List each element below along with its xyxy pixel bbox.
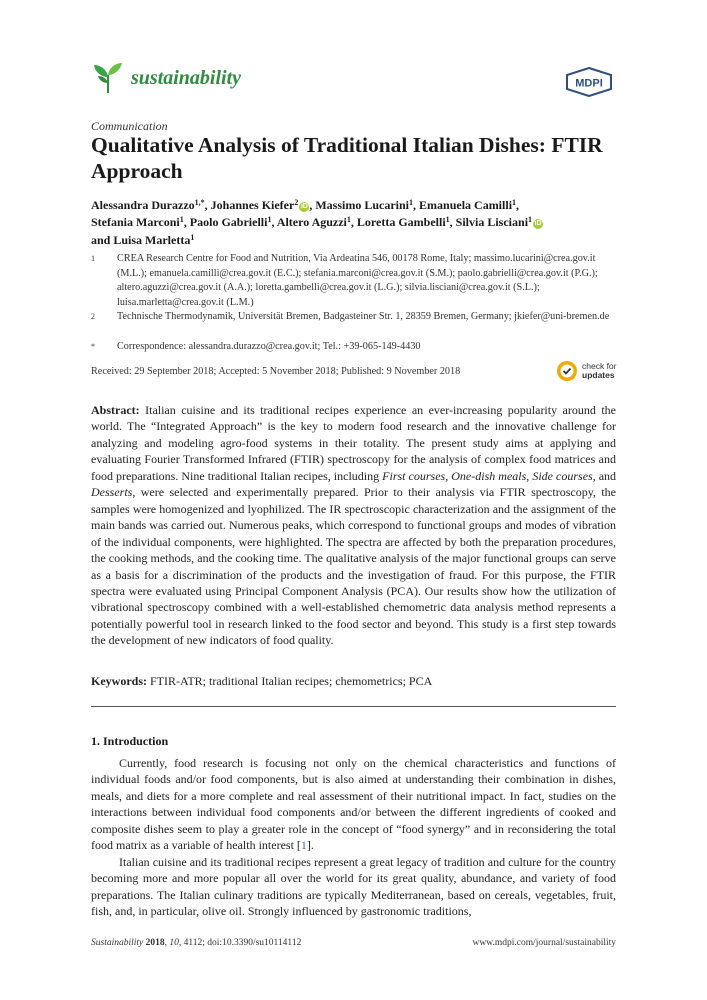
author-name: Paolo Gabrielli xyxy=(189,215,268,230)
author-sep: , xyxy=(183,215,190,230)
author-line-3 xyxy=(91,232,621,249)
check-updates-line1: check for xyxy=(582,360,617,371)
author-name: Silvia Lisciani xyxy=(455,215,529,230)
author-name: Emanuela Camilli xyxy=(419,198,513,212)
abstract-emphasis: One-dish meals xyxy=(451,468,527,483)
affiliation-text: CREA Research Centre for Food and Nutrition, Via Ardeatina 546, 00178 Rome, Italy; massimo.lucarini@crea.gov.it (M.L.); emanuela.camilli@crea.gov.it (E.C.); stefania.marconi@crea.gov.it (S.M.); paolo.gabrielli@crea.gov.it (P.G.); altero.aguzzi@crea.gov.it (A.A.); loretta.gambelli@crea.gov.it (L.G.); silvia.lisciani@crea.gov.it (S.L.); luisa.marletta@crea.gov.it (L.M.) xyxy=(117,253,598,308)
author-list xyxy=(91,197,621,249)
abstract-sep: , xyxy=(445,468,452,483)
orcid-icon[interactable]: iD xyxy=(300,203,308,210)
footer-url[interactable]: www.mdpi.com/journal/sustainability xyxy=(472,938,616,948)
abstract-label: Abstract: xyxy=(91,403,140,417)
check-updates-label xyxy=(582,362,617,381)
affiliation-number: 2 xyxy=(91,312,95,321)
affiliation-text: Technische Thermodynamik, Universität Bremen, Badgasteiner Str. 1, 28359 Bremen, Germany; jkiefer@uni-bremen.de xyxy=(117,311,610,322)
author-affil-sup: 1 xyxy=(512,198,517,207)
section-heading: 1. Introduction xyxy=(91,734,169,748)
mdpi-logo-icon xyxy=(565,67,613,97)
abstract-text: , were selected and experimentally prepared. Prior to their analysis via FTIR spectroscopy, the samples were homogenized and lyophilized. The IR spectroscopic characterization and the assignment of the main bands was carried out. Numerous peaks, which correspond to functional groups and modes of vibration of the individual components, were highlighted. The spectra are affected by both the preparation procedures, the cooking methods, and the cooking time. The qualitative analysis of the major functional groups can serve as a basis for a discrimination of the products and the investigation of fraud. For this purpose, the FTIR spectra were evaluated using Principal Component Analysis (PCA). Our results show how the utilization of vibrational spectroscopy combined with a well-established chemometric data analysis method represents a potentially powerful tool in research linked to the food sector and beyond. This study is a first step towards the development of new indicators of food quality. xyxy=(91,485,616,648)
author-affil-sup: 1 xyxy=(346,215,351,225)
author-affil-sup: 1 xyxy=(409,198,414,207)
author-line-2 xyxy=(91,214,621,231)
paragraph-text: Currently, food research is focusing not only on the chemical characteristics and functions of individual foods and/or food components, but is also aimed at understanding their combination in dishes, meals, and diets for a more complete and real assessment of their nutritional impact. In fact, studies on the interactions between individual food components and/or between the different ingredients of cooked and composite dishes seem to play a greater role in the concept of “food synergy” and in reconsidering the total food matrix as a variable of health interest [ xyxy=(91,756,616,853)
orcid-icon[interactable]: iD xyxy=(534,220,542,228)
check-for-updates-badge[interactable] xyxy=(556,358,618,384)
paragraph: Italian cuisine and its traditional recipes represent a great legacy of tradition and culture for the country becoming more and more popular all over the world for its great quality, abundance, and variety of food preparations. The Italian culinary traditions are typically Mediterranean, based on cereals, vegetables, fruit, fish, and, in particular, olive oil. Strongly influenced by gastronomic traditions, xyxy=(91,854,616,919)
author-sep: , xyxy=(516,198,520,212)
abstract-emphasis: First courses xyxy=(382,468,446,483)
correspondence xyxy=(91,340,621,355)
author-name: Alessandra Durazzo xyxy=(91,198,195,212)
paragraph-text: ]. xyxy=(306,838,314,853)
mdpi-logo-text: MDPI xyxy=(575,77,603,90)
author-sep: , xyxy=(350,215,357,230)
abstract-sep: , xyxy=(526,468,533,483)
affiliation-number: 1 xyxy=(91,254,95,263)
keywords-text: FTIR-ATR; traditional Italian recipes; chemometrics; PCA xyxy=(147,674,433,688)
affiliation-1 xyxy=(91,252,621,310)
article-type: Communication xyxy=(91,119,168,133)
author-affil-sup: 1 xyxy=(190,232,195,242)
author-affil-sup: 1 xyxy=(445,215,450,225)
author-sep: , xyxy=(413,198,420,212)
author-affil-sup: 2 xyxy=(294,198,299,207)
abstract-sep: , and xyxy=(592,468,617,483)
plant-icon xyxy=(91,61,125,95)
author-sep: , xyxy=(309,198,316,212)
author-name: Stefania Marconi xyxy=(91,215,180,230)
abstract xyxy=(91,402,616,649)
mdpi-logo xyxy=(565,67,613,97)
author-sep: , xyxy=(204,198,211,212)
author-sep: , xyxy=(271,215,277,230)
author-affil-sup: 1 xyxy=(267,215,272,225)
author-affil-sup: 1 xyxy=(179,215,184,225)
footer-volume: 10 xyxy=(169,938,179,948)
footer-year: 2018 xyxy=(145,938,165,948)
publication-dates: Received: 29 September 2018; Accepted: 5 November 2018; Published: 9 November 2018 xyxy=(91,366,461,377)
section-divider xyxy=(91,706,616,707)
check-updates-icon xyxy=(556,360,578,382)
footer-journal: Sustainability xyxy=(91,938,144,948)
journal-name: sustainability xyxy=(131,66,242,89)
author-name: Altero Aguzzi xyxy=(276,215,347,230)
check-updates-line2: updates xyxy=(582,370,615,380)
keywords-label: Keywords: xyxy=(91,674,147,688)
journal-logo xyxy=(91,58,241,98)
paragraph xyxy=(91,755,616,854)
author-name: Johannes Kiefer xyxy=(210,198,295,212)
article-title: Qualitative Analysis of Traditional Italian Dishes: FTIR Approach xyxy=(91,133,603,183)
keywords xyxy=(91,674,616,689)
author-affil-sup: 1 xyxy=(528,215,533,225)
footer-doi: , 4112; doi:10.3390/su10114112 xyxy=(178,938,302,948)
correspondence-marker: * xyxy=(91,342,95,351)
correspondence-text: Correspondence: alessandra.durazzo@crea.gov.it; Tel.: +39-065-149-4430 xyxy=(117,341,421,352)
author-line-1 xyxy=(91,197,621,214)
author-sep: , xyxy=(449,215,456,230)
footer-citation: Sustainability 2018, 10, 4112; doi:10.3390/su10114112 xyxy=(91,938,302,948)
citation-link[interactable]: 1 xyxy=(300,838,307,853)
introduction-body xyxy=(91,755,616,920)
abstract-emphasis: Desserts xyxy=(91,485,133,500)
abstract-emphasis: Side courses xyxy=(532,468,593,483)
author-name: and Luisa Marletta xyxy=(91,232,191,247)
author-affil-sup: 1,* xyxy=(194,198,205,207)
author-name: Loretta Gambelli xyxy=(356,215,446,230)
author-name: Massimo Lucarini xyxy=(315,198,410,212)
affiliation-2 xyxy=(91,310,621,325)
abstract-text: Italian cuisine and its traditional recipes experience an ever-increasing popularity around the world. The “Integrated Approach” is the key to modern food research and the innovative challenge for analyzing and modeling agro-food systems in their totality. The present study aims at applying and evaluating Fourier Transformed Infrared (FTIR) spectroscopy for the analysis of complex food matrices and food preparations. Nine traditional Italian recipes, including xyxy=(91,403,616,483)
